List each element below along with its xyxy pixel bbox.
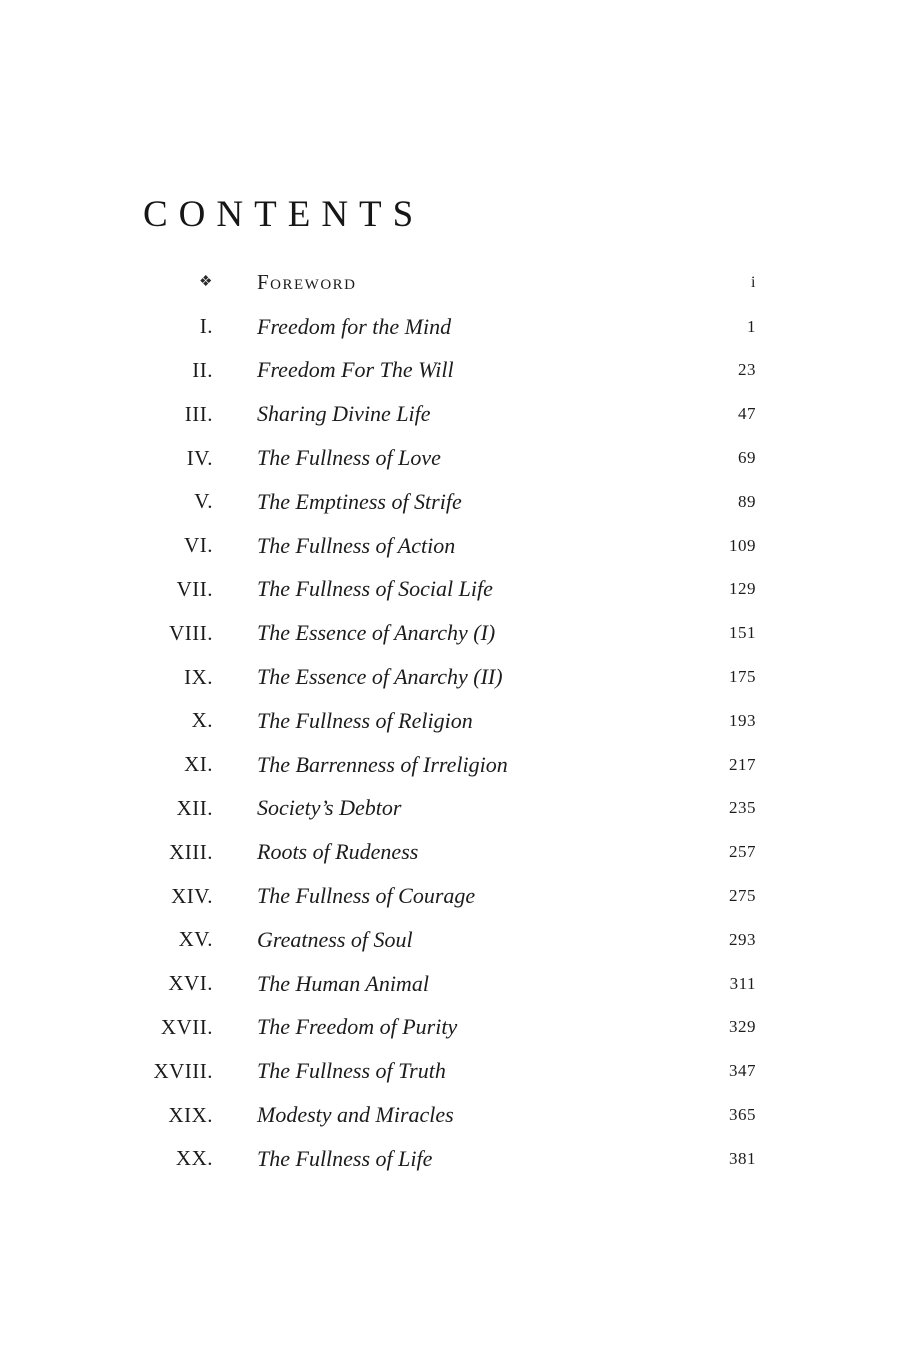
chapter-title: The Human Animal (257, 970, 429, 996)
chapter-page-number: 257 (729, 842, 756, 862)
toc-row (100, 349, 756, 393)
chapter-page-number: 23 (738, 360, 756, 380)
chapter-title: The Fullness of Action (257, 532, 456, 558)
chapter-numeral: XVII. (160, 1014, 213, 1039)
chapter-title: The Essence of Anarchy (II) (257, 664, 503, 690)
chapter-page-number: 381 (729, 1148, 756, 1168)
chapter-numeral: XV. (178, 927, 213, 952)
chapter-title: The Fullness of Truth (257, 1058, 446, 1084)
toc-row (100, 568, 756, 612)
toc-row (100, 436, 756, 480)
toc-row (100, 1049, 756, 1093)
chapter-title: Roots of Rudeness (257, 839, 419, 865)
chapter-numeral: IV. (186, 445, 213, 470)
toc-row (100, 962, 756, 1006)
chapter-page-number: 151 (729, 623, 756, 643)
chapter-numeral: V. (194, 489, 213, 514)
chapter-numeral: XII. (176, 795, 213, 820)
chapter-title: The Fullness of Religion (257, 707, 473, 733)
chapter-page-number: 129 (729, 579, 756, 599)
chapter-title: The Barrenness of Irreligion (257, 751, 508, 777)
chapter-page-number: 109 (729, 535, 756, 555)
chapter-page-number: 293 (729, 929, 756, 949)
chapter-title: Freedom for the Mind (257, 313, 452, 339)
toc-row (100, 743, 756, 787)
chapter-page-number: 217 (729, 754, 756, 774)
chapter-page-number: 365 (729, 1105, 756, 1125)
chapter-title: Freedom For The Will (257, 357, 454, 383)
toc-row (100, 1137, 756, 1181)
chapter-page-number: 329 (729, 1017, 756, 1037)
toc-row (100, 787, 756, 831)
chapter-title: Modesty and Miracles (257, 1102, 454, 1128)
chapter-page-number: 47 (738, 404, 756, 424)
toc-row (100, 261, 756, 305)
chapter-page-number: 347 (729, 1061, 756, 1081)
chapter-page-number: 235 (729, 798, 756, 818)
chapter-numeral: XIV. (171, 883, 213, 908)
chapter-title: The Fullness of Life (257, 1145, 433, 1171)
toc-row (100, 874, 756, 918)
page-title: CONTENTS (143, 193, 425, 235)
toc-row (100, 699, 756, 743)
chapter-title: Society’s Debtor (257, 795, 402, 821)
chapter-title: Greatness of Soul (257, 926, 413, 952)
toc-row (100, 1006, 756, 1050)
chapter-numeral: XVI. (168, 971, 213, 996)
chapter-numeral: VII. (176, 576, 213, 601)
toc-row (100, 305, 756, 349)
chapter-title: The Fullness of Courage (257, 883, 476, 909)
toc-row (100, 611, 756, 655)
chapter-numeral: VI. (184, 533, 213, 558)
toc-row (100, 655, 756, 699)
chapter-page-number: 193 (729, 710, 756, 730)
chapter-title: Foreword (257, 270, 357, 295)
chapter-numeral: X. (191, 708, 213, 733)
chapter-title: The Emptiness of Strife (257, 488, 462, 514)
toc-row (100, 524, 756, 568)
chapter-numeral: III. (184, 401, 213, 426)
toc-row (100, 392, 756, 436)
toc-row (100, 1093, 756, 1137)
chapter-numeral: XX. (175, 1146, 213, 1171)
chapter-title: The Freedom of Purity (257, 1014, 458, 1040)
chapter-page-number: 69 (738, 448, 756, 468)
toc-row (100, 918, 756, 962)
chapter-numeral: XVIII. (153, 1058, 213, 1083)
toc-list (100, 261, 756, 1181)
chapter-title: The Fullness of Love (257, 445, 441, 471)
chapter-page-number: i (751, 273, 756, 291)
chapter-page-number: 311 (729, 973, 756, 993)
chapter-page-number: 175 (729, 667, 756, 687)
toc-row (100, 830, 756, 874)
chapter-numeral: XIX. (168, 1102, 213, 1127)
chapter-numeral: II. (192, 357, 213, 382)
chapter-page-number: 275 (729, 886, 756, 906)
chapter-numeral: XI. (184, 752, 213, 777)
chapter-title: The Fullness of Social Life (257, 576, 493, 602)
chapter-title: Sharing Divine Life (257, 401, 431, 427)
chapter-numeral: I. (199, 314, 213, 339)
toc-row (100, 480, 756, 524)
chapter-numeral: XIII. (169, 839, 213, 864)
chapter-title: The Essence of Anarchy (I) (257, 620, 496, 646)
chapter-numeral: IX. (184, 664, 213, 689)
chapter-page-number: 89 (738, 491, 756, 511)
chapter-numeral: VIII. (169, 620, 213, 645)
fleuron-ornament-icon: ❖ (199, 274, 213, 291)
chapter-page-number: 1 (747, 316, 756, 336)
